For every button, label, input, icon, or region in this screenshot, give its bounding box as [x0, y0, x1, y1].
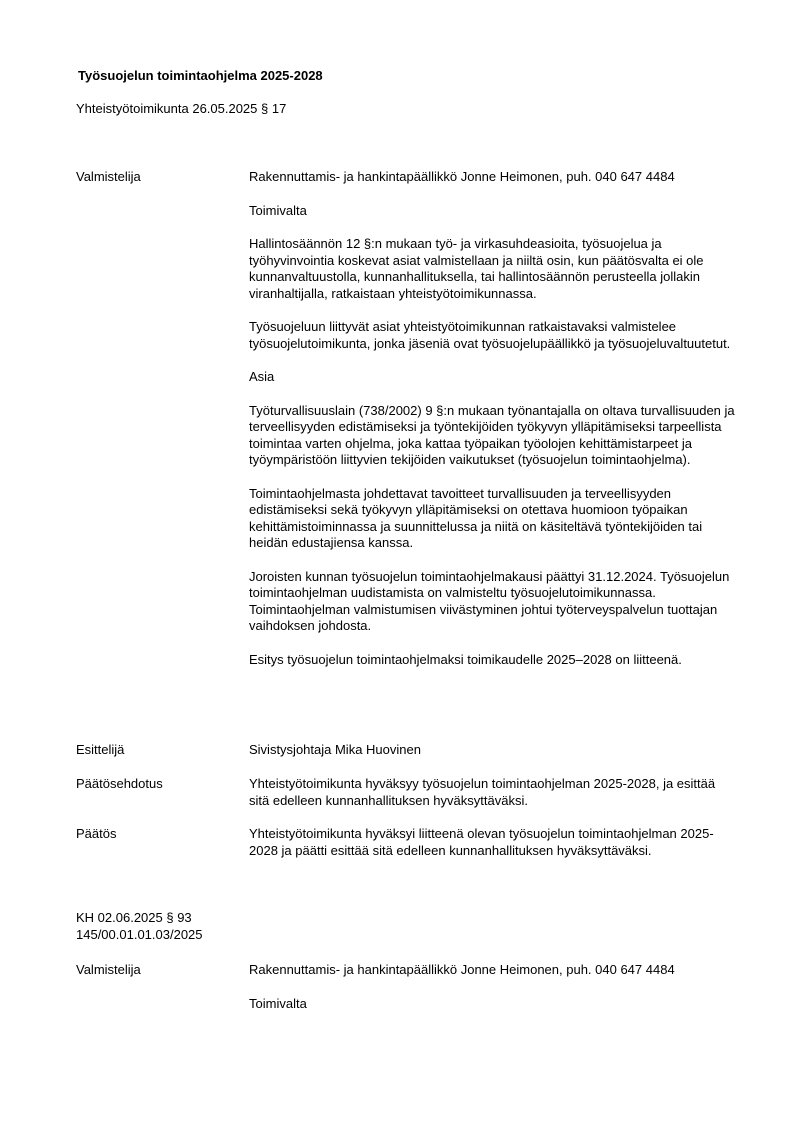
paragraph: Toimivalta	[249, 995, 307, 1011]
preparer-content	[249, 962, 735, 1012]
paragraph: Toimintaohjelmasta johdettavat tavoitteet turvallisuuden ja terveellisyyden edistämiseksi sekä työkyvyn ylläpitämiseksi on otettava huomioon työpaikan kehittämistoiminnassa ja suunnittelussa ja niitä on käsiteltävä työntekijöiden tai heidän edustajiensa kanssa.	[249, 485, 703, 550]
decision-row	[76, 826, 756, 859]
presenter-label: Esittelijä	[76, 742, 125, 757]
paragraph: Asia	[249, 369, 275, 384]
preparer-content	[249, 169, 735, 668]
proposal-label: Päätösehdotus	[76, 776, 163, 791]
document-title: Työsuojelun toimintaohjelma 2025-2028	[78, 68, 323, 83]
paragraph: Esitys työsuojelun toimintaohjelmaksi toimikaudelle 2025–2028 on liitteenä.	[249, 651, 682, 667]
preparer-value: Rakennuttamis- ja hankintapäällikkö Jonne Heimonen, puh. 040 647 4484	[249, 962, 675, 977]
preparer-label: Valmistelija	[76, 962, 141, 977]
preparer-value: Rakennuttamis- ja hankintapäällikkö Jonne Heimonen, puh. 040 647 4484	[249, 169, 675, 184]
decision-value: Yhteistyötoimikunta hyväksyi liitteenä olevan työsuojelun toimintaohjelman 2025-2028 ja päätti esittää sitä edelleen kunnanhallituksen hyväksyttäväksi.	[249, 826, 714, 858]
section-1	[76, 169, 756, 668]
decision-label: Päätös	[76, 826, 117, 841]
presenter-value: Sivistysjohtaja Mika Huovinen	[249, 742, 421, 757]
preparer-label: Valmistelija	[76, 169, 141, 184]
preparer-row	[76, 169, 756, 668]
presenter-row	[76, 742, 756, 759]
meeting-line: Yhteistyötoimikunta 26.05.2025 § 17	[76, 101, 287, 116]
paragraph: Toimivalta	[249, 202, 307, 218]
section-2	[76, 962, 756, 1012]
kh-reference	[76, 910, 203, 943]
paragraph: Työsuojeluun liittyvät asiat yhteistyötoimikunnan ratkaistavaksi valmistelee työsuojelutoimikunta, jonka jäseniä ovat työsuojelupäällikkö ja työsuojeluvaltuutetut.	[249, 319, 731, 351]
proposal-row	[76, 776, 756, 809]
proposal-value: Yhteistyötoimikunta hyväksyy työsuojelun toimintaohjelman 2025-2028, ja esittää sitä edelleen kunnanhallituksen hyväksyttäväksi.	[249, 776, 716, 808]
kh-record-number: 145/00.01.01.03/2025	[76, 926, 203, 942]
kh-meeting-line: KH 02.06.2025 § 93	[76, 910, 192, 925]
paragraph: Joroisten kunnan työsuojelun toimintaohjelmakausi päättyi 31.12.2024. Työsuojelun toimintaohjelman uudistamista on valmisteltu työsuojelutoimikunnassa. Toimintaohjelman valmistumisen viivästyminen johtui työterveyspalvelun tuottajan vaihdoksen johdosta.	[249, 568, 730, 633]
paragraph: Työturvallisuuslain (738/2002) 9 §:n mukaan työnantajalla on oltava turvallisuuden ja terveellisyyden edistämiseksi ja työntekijöiden työkyvyn ylläpitämiseksi tarpeellista toimintaa varten ohjelma, joka kattaa työpaikan työolojen kehittämistarpeet ja työympäristöön liittyvien tekijöiden vaikutukset (työsuojelun toimintaohjelma).	[249, 402, 735, 467]
paragraph: Hallintosäännön 12 §:n mukaan työ- ja virkasuhdeasioita, työsuojelua ja työhyvinvointia koskevat asiat valmistellaan ja niiltä osin, kun päätösvalta ei ole kunnanvaltuustolla, kunnanhallituksella, tai hallintosäännön perusteella jollakin viranhaltijalla, ratkaistaan yhteistyötoimikunnassa.	[249, 236, 704, 301]
